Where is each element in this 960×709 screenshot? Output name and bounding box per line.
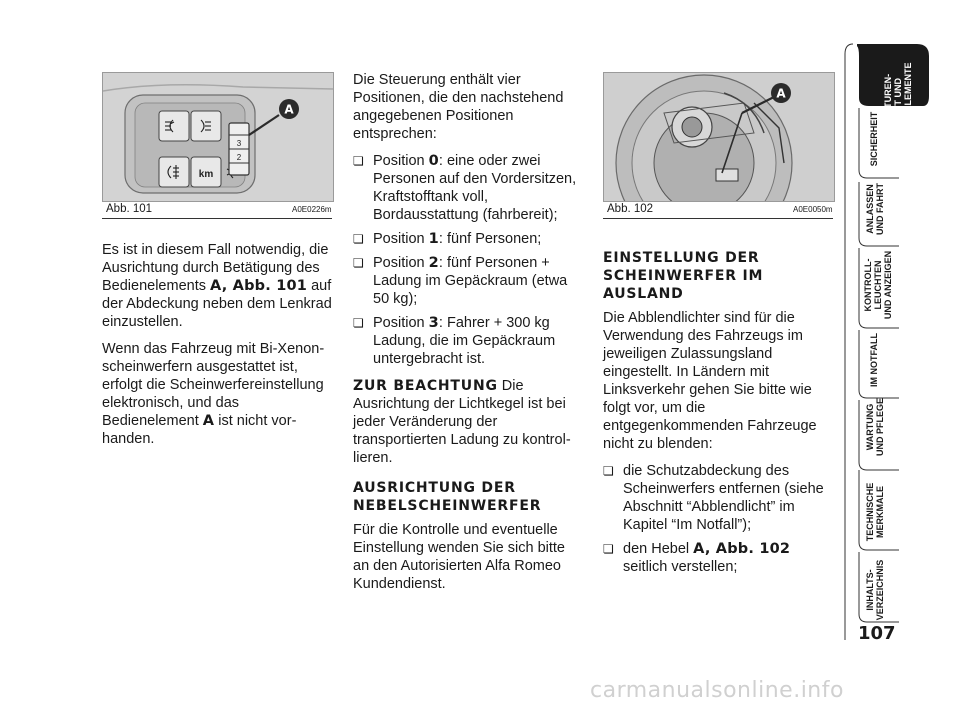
tab-anlassen-label: ANLASSEN UND FAHRT [865, 183, 885, 235]
fog-lights-paragraph: Für die Kontrolle und eventuelle Einstellung wenden Sie sich bitte an den Autorisierten Alfa Romeo Kundendienst. [353, 522, 565, 592]
list-item: ❏ Position 2: fünf Personen + Ladung im Gepäckraum (etwa 50 kg); [353, 254, 585, 308]
tab-inhaltsverzeichnis[interactable] [843, 552, 923, 632]
column-3-text [603, 249, 833, 585]
figure-102-label: Abb. 102 [607, 203, 654, 215]
list-item: ❏ Position 1: fünf Personen; [353, 230, 585, 248]
watermark-text: carmanualsonline.info [590, 678, 844, 703]
tab-wartung-label: WARTUNG UND PFLEGE [865, 398, 885, 457]
abroad-paragraph: Die Abblendlichter sind für die Verwendung des Fahrzeugs im jeweiligen Zulassungsland eingestellt. In Ländern mit Linksverkehr gehen Sie bitte wie folgt vor, um die entgegenkommenden Fahrzeuge nicht zu blenden: [603, 310, 817, 452]
list-item: ❏ Position 0: eine oder zwei Personen auf den Vordersitzen, Kraftstofftank voll, Bordausstattung (fahrbereit); [353, 152, 585, 224]
figure-102-caption-rule [603, 218, 833, 219]
positions-intro: Die Steuerung enthält vier Positionen, die den nachstehend angegebenen Positionen entsprechen: [353, 72, 564, 142]
tab-kontrollleuchten[interactable] [843, 248, 923, 334]
abroad-list [603, 462, 833, 576]
section-heading-fog-lights: AUSRICHTUNG DER NEBELSCHEINWERFER [353, 480, 542, 514]
switch-digit-2: 2 [236, 153, 242, 162]
list-item: ❏ den Hebel A, Abb. 102 seitlich verstellen; [603, 540, 833, 576]
tab-kontrollleuchten-label: KONTROLL- LEUCHTEN UND ANZEIGEN [863, 250, 893, 320]
tab-armaturenbrett-label: ARMATUREN- BRETT UND BEDIENELEMENTE [883, 62, 913, 146]
column-2-text [353, 71, 585, 602]
chapter-tabs [843, 42, 933, 662]
callout-marker-a-label: A [284, 102, 294, 117]
tab-technische-merkmale[interactable] [843, 470, 923, 542]
figure-102-code: A0E0050m [793, 205, 833, 214]
positions-list [353, 152, 585, 368]
km-button-label: km [198, 169, 214, 180]
callout-marker-a-label: A [776, 86, 786, 101]
switch-digit-3: 3 [236, 139, 242, 148]
tab-inhaltsverzeichnis-label: INHALTS- VERZEICHNIS [865, 559, 885, 621]
section-heading-abroad: EINSTELLUNG DER SCHEINWERFER IM AUSLAND [603, 250, 764, 302]
paragraph-bi-xenon: Wenn das Fahrzeug mit Bi-Xenon-scheinwerfern ausgestattet ist, erfolgt die Scheinwerfereinstellung elektronisch, und das Bedienelement A ist nicht vorhanden. [102, 341, 325, 447]
headlight-lever-illustration [604, 73, 834, 201]
list-item: ❏ Position 3: Fahrer + 300 kg Ladung, die im Gepäckraum untergebracht ist. [353, 314, 585, 368]
paragraph-adjustment: Es ist in diesem Fall notwendig, die Ausrichtung durch Betätigung des Bedienelements A, Abb. 101 auf der Abdeckung neben dem Lenkrad einzustellen. [102, 242, 332, 330]
figure-102-image [603, 72, 835, 202]
note-paragraph: ZUR BEACHTUNG Die Ausrichtung der Lichtkegel ist bei jeder Veränderung der transportierten Ladung zu kontrollieren. [353, 378, 571, 466]
list-item: ❏ die Schutzabdeckung des Scheinwerfers entfernen (siehe Abschnitt “Abblendlicht” im Kapitel “Im Notfall”); [603, 462, 833, 534]
figure-101-label: Abb. 101 [106, 203, 153, 215]
tab-sicherheit[interactable] [843, 108, 923, 180]
tab-anlassen[interactable] [843, 182, 923, 248]
tab-sicherheit-label: SICHERHEIT [869, 111, 879, 167]
tab-im-notfall-label: IM NOTFALL [869, 333, 879, 387]
figure-101-caption-rule [102, 218, 332, 219]
figure-101-image [102, 72, 334, 202]
page-number: 107 [858, 623, 896, 644]
column-1-text [102, 241, 332, 457]
dashboard-switch-panel-illustration [103, 73, 333, 201]
figure-101-code: A0E0226m [292, 205, 332, 214]
tab-technische-merkmale-label: TECHNISCHE MERKMALE [865, 482, 885, 542]
